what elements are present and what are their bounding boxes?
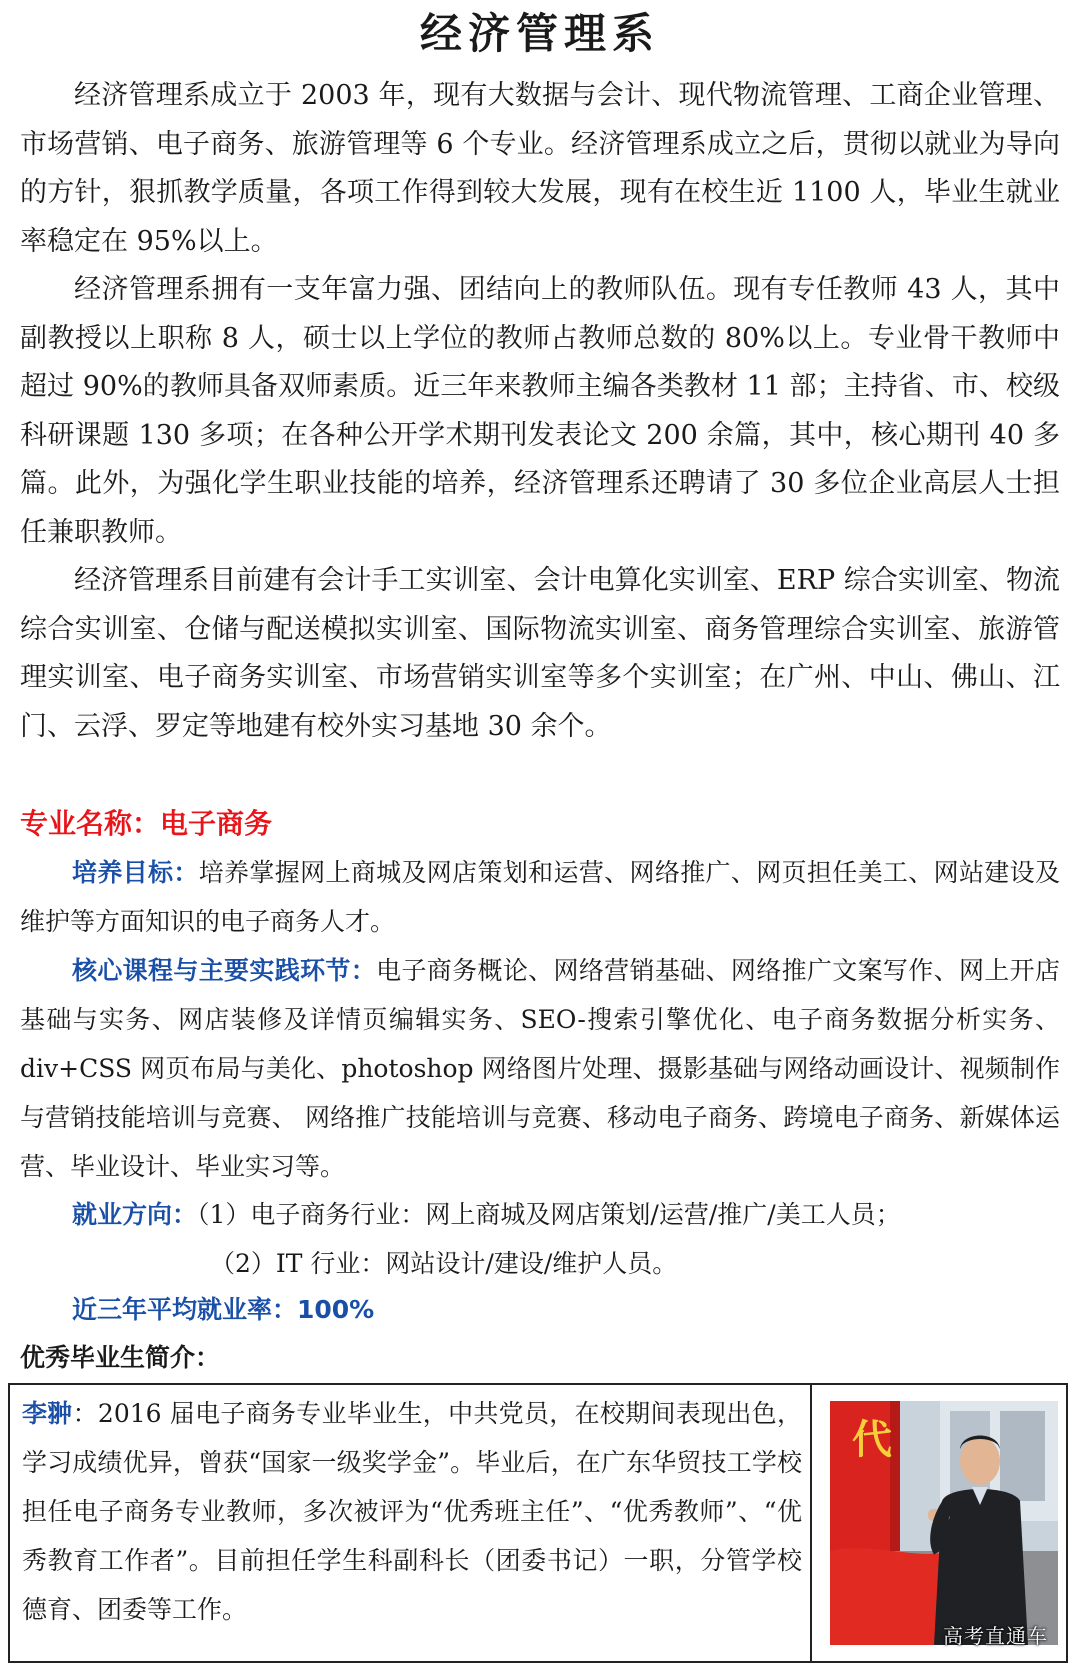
banner-character: 代 [852, 1417, 892, 1463]
core-courses-text: 电子商务概论、网络营销基础、网络推广文案写作、网上开店基础与实务、网店装修及详情页编辑实务、SEO-搜索引擎优化、电子商务数据分析实务、div+CSS 网页布局与美化、photoshop 网络图片处理、摄影基础与网络动画设计、视频制作与营销技能培训与竞赛、 网络推广技能培训与竞赛、移动电子商务、跨境电子商务、新媒体运营、毕业设计、毕业实习等。 [20, 956, 1060, 1181]
intro-paragraph: 经济管理系成立于 2003 年，现有大数据与会计、现代物流管理、工商企业管理、市场营销、电子商务、旅游管理等 6 个专业。经济管理系成立之后，贯彻以就业为导向的方针，狠抓教学质量，各项工作得到较大发展，现有在校生近 1100 人，毕业生就业率稳定在 95%以上。 [20, 80, 1060, 257]
watermark: 高考直通车 [943, 1624, 1048, 1648]
core-courses-label: 核心课程与主要实践环节： [72, 956, 377, 985]
graduates-header: 优秀毕业生简介： [20, 1343, 221, 1372]
employment-row [20, 1190, 1060, 1239]
graduate-name: 李翀 [22, 1399, 73, 1428]
photo-cell [810, 1385, 1068, 1661]
intro-paragraph: 经济管理系目前建有会计手工实训室、会计电算化实训室、ERP 综合实训室、物流综合实训室、仓储与配送模拟实训室、国际物流实训室、商务管理综合实训室、旅游管理实训室、电子商务实训室、市场营销实训室等多个实训室；在广州、中山、佛山、江门、云浮、罗定等地建有校外实习基地 30 余个。 [20, 565, 1060, 742]
employment-direction [20, 1190, 1060, 1288]
graduate-profile [8, 1383, 1068, 1663]
employment-item: （2）IT 行业：网站设计/建设/维护人员。 [210, 1249, 678, 1278]
employment-item: （1）电子商务行业：网上商城及网店策划/运营/推广/美工人员； [197, 1200, 901, 1229]
graduate-photo [830, 1401, 1058, 1648]
employment-row [20, 1239, 1060, 1288]
employment-rate: 近三年平均就业率：100% [72, 1295, 375, 1324]
employment-label: 就业方向： [72, 1200, 198, 1229]
intro-paragraph: 经济管理系拥有一支年富力强、团结向上的教师队伍。现有专任教师 43 人，其中副教授以上职称 8 人，硕士以上学位的教师占教师总数的 80%以上。专业骨干教师中超过 90%的教师具备双师素质。近三年来教师主编各类教材 11 部；主持省、市、校级科研课题 130 多项；在各种公开学术期刊发表论文 200 余篇，其中，核心期刊 40 多篇。此外，为强化学生职业技能的培养，经济管理系还聘请了 30 多位企业高层人士担任兼职教师。 [20, 274, 1060, 548]
training-goal-label: 培养目标： [72, 858, 199, 887]
training-goal [20, 848, 1060, 946]
core-courses [20, 946, 1060, 1191]
graduate-bio-text: ：2016 届电子商务专业毕业生，中共党员，在校期间表现出色，学习成绩优异，曾获“国家一级奖学金”。毕业后，在广东华贸技工学校担任电子商务专业教师，多次被评为“优秀班主任”、“优秀教师”、“优秀教育工作者”。目前担任学生科副科长（团委书记）一职，分管学校德育、团委等工作。 [22, 1399, 802, 1624]
graduate-bio [22, 1389, 802, 1634]
intro-section [20, 72, 1060, 751]
page-title: 经济管理系 [419, 9, 660, 58]
major-name: 专业名称：电子商务 [20, 807, 273, 840]
training-goal-text: 培养掌握网上商城及网店策划和运营、网络推广、网页担任美工、网站建设及维护等方面知识的电子商务人才。 [20, 858, 1060, 936]
